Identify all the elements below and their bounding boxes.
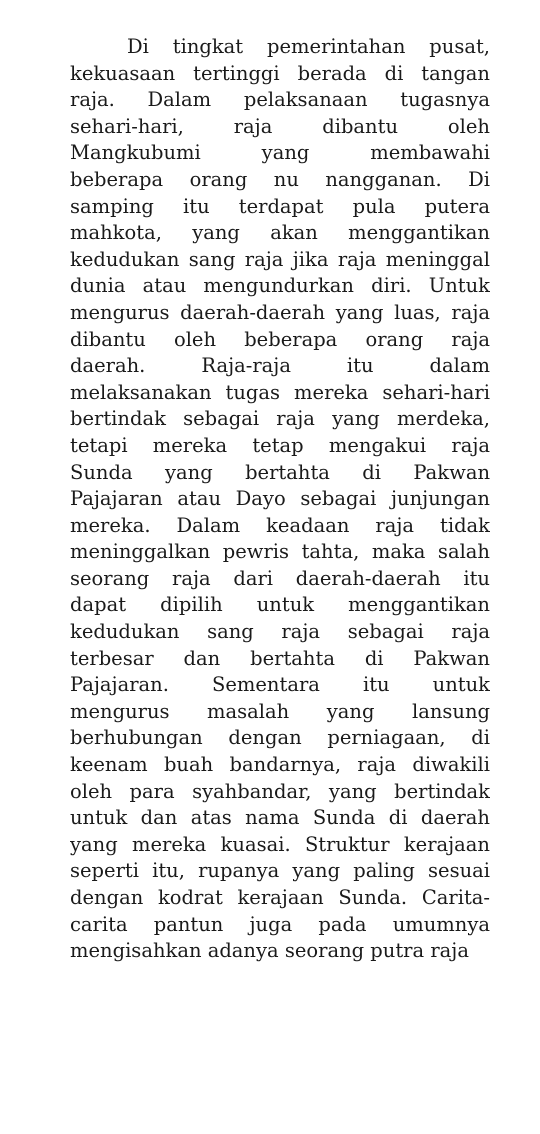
text-line: untuk dan atas nama Sunda di daerah (70, 806, 490, 830)
text-line: Sunda yang bertahta di Pakwan (70, 460, 490, 484)
text-line: kekuasaan tertinggi berada di tangan (70, 61, 490, 85)
text-line: Di tingkat pemerintahan pusat, (127, 35, 490, 58)
text-line: Pajajaran atau Dayo sebagai junjungan (70, 487, 490, 511)
text-line: daerah. Raja-raja itu dalam (70, 354, 490, 378)
text-line: dengan kodrat kerajaan Sunda. Carita- (70, 886, 490, 909)
text-line: samping itu terdapat pula putera (70, 194, 490, 218)
text-line: bertindak sebagai raja yang merdeka, (70, 407, 490, 431)
text-line: oleh para syahbandar, yang bertindak (70, 779, 490, 803)
text-line: dunia atau mengundurkan diri. Untuk (70, 274, 490, 298)
text-line: seorang raja dari daerah-daerah itu (70, 566, 490, 590)
text-line: carita pantun juga pada umumnya (70, 912, 490, 936)
text-line: beberapa orang nu nangganan. Di (70, 167, 490, 191)
text-line: yang mereka kuasai. Struktur kerajaan (70, 832, 490, 856)
text-line: keenam buah bandarnya, raja diwakili (70, 753, 490, 777)
text-line: sehari-hari, raja dibantu oleh (70, 114, 490, 138)
text-line: Mangkubumi yang membawahi (70, 141, 490, 165)
text-line: mereka. Dalam keadaan raja tidak (70, 513, 490, 537)
text-line: kedudukan sang raja sebagai raja (70, 620, 490, 644)
text-line: dapat dipilih untuk menggantikan (70, 593, 490, 617)
text-line: terbesar dan bertahta di Pakwan (70, 646, 490, 670)
text-line: mahkota, yang akan menggantikan (70, 221, 490, 245)
text-line: seperti itu, rupanya yang paling sesuai (70, 859, 490, 883)
text-line: berhubungan dengan perniagaan, di (70, 726, 490, 750)
text-line: raja. Dalam pelaksanaan tugasnya (70, 88, 490, 112)
text-line: melaksanakan tugas mereka sehari-hari (70, 380, 490, 404)
text-line: mengurus daerah-daerah yang luas, raja (70, 300, 490, 324)
text-line: mengisahkan adanya seorang putra raja (70, 939, 469, 963)
text-line: kedudukan sang raja jika raja meninggal (70, 247, 490, 271)
text-line: mengurus masalah yang lansung (70, 699, 490, 723)
text-line: tetapi mereka tetap mengakui raja (70, 433, 490, 457)
text-line: meninggalkan pewris tahta, maka salah (70, 540, 490, 564)
text-line: Pajajaran. Sementara itu untuk (70, 673, 490, 697)
text-line: dibantu oleh beberapa orang raja (70, 327, 490, 351)
body-paragraph (70, 34, 490, 965)
